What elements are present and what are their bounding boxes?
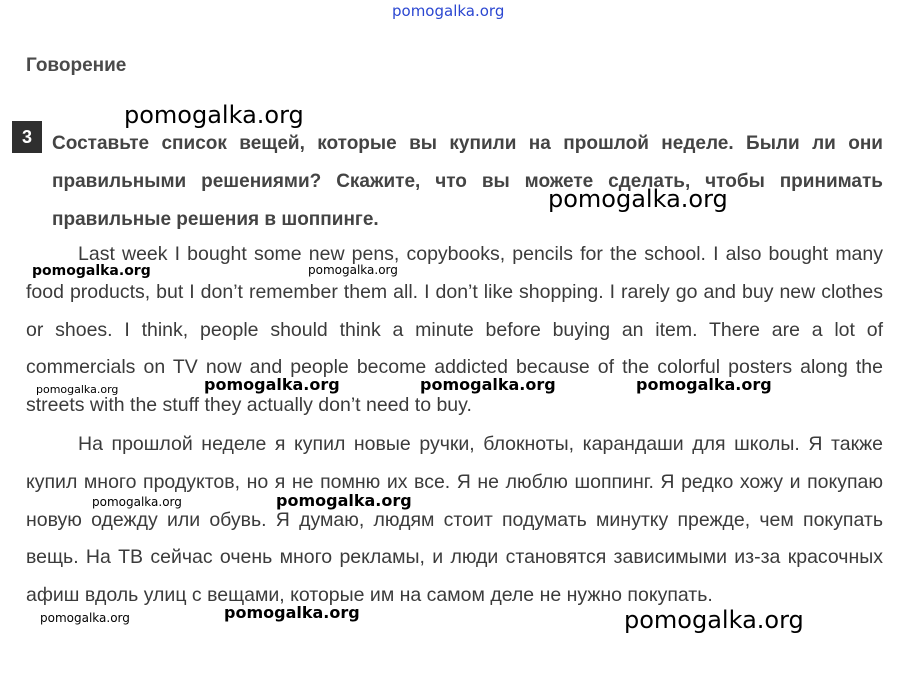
watermark: pomogalka.org [548,185,728,213]
section-title: Говорение [26,55,127,76]
watermark: pomogalka.org [624,606,804,634]
answer-russian: На прошлой неделе я купил новые ручки, блокноты, карандаши для школы. Я также купил много продуктов, но я не помню их все. Я не люблю шоппинг. Я редко хожу и покупаю новую одежду или обувь. Я думаю, людям стоит подумать минутку прежде, чем покупать вещь. На ТВ сейчас очень много рекламы, и люди становятся зависимыми из-за красочных афиш вдоль улиц с вещами, которые им на самом деле не нужно покупать. [26,433,883,607]
task-number-badge: 3 [12,121,42,153]
watermark: pomogalka.org [636,375,772,394]
watermark: pomogalka.org [36,383,119,396]
watermark: pomogalka.org [204,375,340,394]
watermark: pomogalka.org [40,611,130,625]
answer-english: Last week I bought some new pens, copybooks, pencils for the school. I also bought many food products, but I don’t remember them all. I don’t like shopping. I rarely go and buy new clothes or shoes. I think, people should think a minute before buying an item. There are a lot of commercials on TV now and people become addicted because of the colorful posters along the streets with the stuff they actually don’t need to buy. [26,243,883,417]
watermark: pomogalka.org [276,491,412,510]
watermark: pomogalka.org [308,263,398,277]
watermark: pomogalka.org [92,495,182,509]
task-text: Составьте список вещей, которые вы купили на прошлой неделе. Были ли они правильными решениями? Скажите, что вы можете сделать, чтобы принимать правильные решения в шоппинге. [52,133,883,230]
watermark: pomogalka.org [32,263,151,279]
watermark-link[interactable]: pomogalka.org [392,2,505,20]
watermark: pomogalka.org [124,101,304,129]
watermark: pomogalka.org [224,603,360,622]
watermark: pomogalka.org [420,375,556,394]
